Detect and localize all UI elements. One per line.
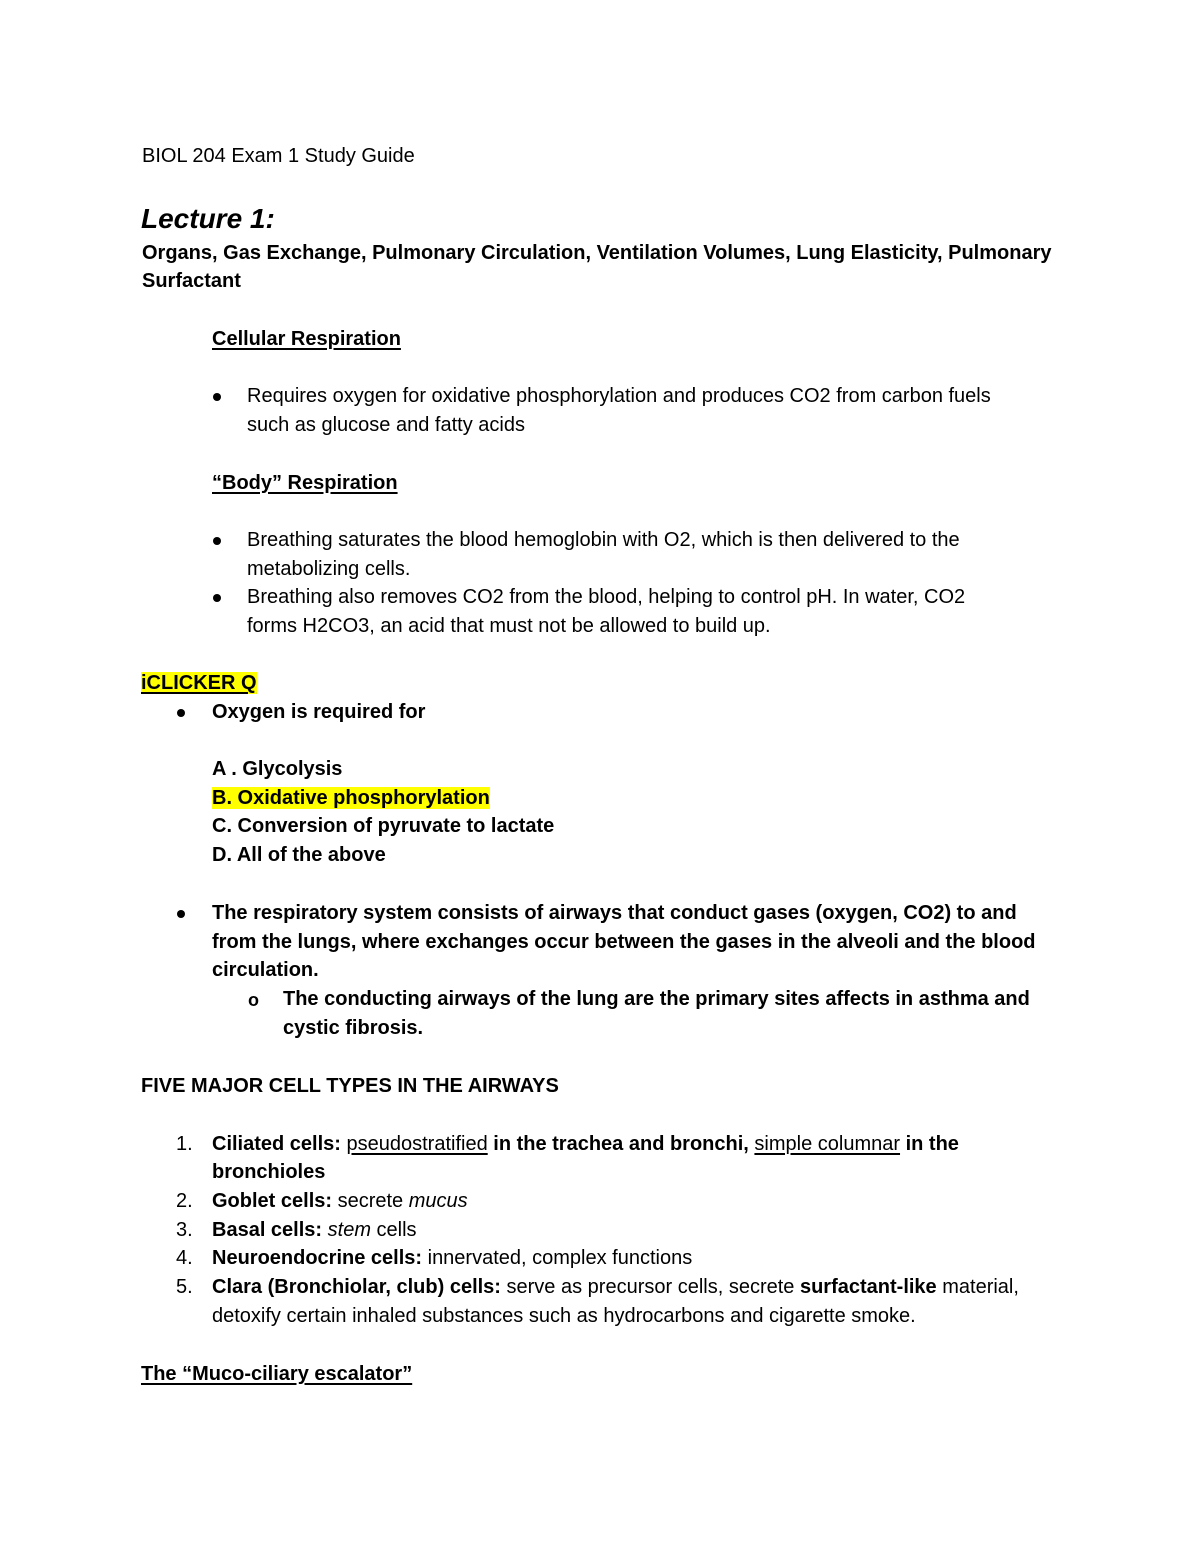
conducting-airways-line-2: cystic fibrosis.	[283, 1017, 424, 1039]
cell-type-2-label: Goblet cells:	[212, 1190, 333, 1212]
cell-type-2-text: secrete	[332, 1190, 409, 1212]
cell-type-1-text-b: in the	[900, 1133, 959, 1155]
cell-type-3-text: cells	[370, 1219, 417, 1241]
conducting-airways-line-1: The conducting airways of the lung are the primary sites affects in asthma and	[283, 988, 1030, 1010]
list-number: 3.	[176, 1219, 193, 1241]
lecture-topics-line-2: Surfactant	[142, 270, 241, 292]
escalator-heading: The “Muco-ciliary escalator”	[141, 1363, 413, 1385]
iclicker-option-c: C. Conversion of pyruvate to lactate	[212, 815, 555, 837]
bullet-icon	[213, 537, 221, 545]
iclicker-option-d: D. All of the above	[212, 844, 386, 866]
cell-type-5-text-b: material,	[936, 1276, 1019, 1298]
cell-type-4	[212, 1244, 692, 1272]
lecture-heading: Lecture 1:	[141, 203, 275, 234]
cell-type-5-line-2: detoxify certain inhaled substances such as hydrocarbons and cigarette smoke.	[212, 1305, 916, 1327]
cellular-respiration-heading: Cellular Respiration	[212, 328, 401, 350]
cell-type-1-text-a: in the trachea and bronchi,	[487, 1133, 755, 1155]
cell-type-4-label: Neuroendocrine cells:	[212, 1247, 423, 1269]
lecture-topics-line-1: Organs, Gas Exchange, Pulmonary Circulation, Ventilation Volumes, Lung Elasticity, Pulmonary	[142, 242, 1052, 264]
cell-types-heading: FIVE MAJOR CELL TYPES IN THE AIRWAYS	[141, 1075, 559, 1097]
cell-type-2	[212, 1187, 468, 1215]
respiratory-system-line-1: The respiratory system consists of airways that conduct gases (oxygen, CO2) to and	[212, 902, 1017, 924]
list-number: 5.	[176, 1276, 193, 1298]
cell-type-1-line-1	[212, 1130, 959, 1158]
list-number: 1.	[176, 1133, 193, 1155]
cell-type-5-line-1	[212, 1273, 1019, 1301]
cell-type-3	[212, 1216, 417, 1244]
body-bullet-1-line-2: metabolizing cells.	[247, 558, 411, 580]
bullet-icon	[213, 393, 221, 401]
iclicker-heading-text: iCLICKER Q	[141, 672, 257, 694]
term-simple-columnar: simple columnar	[754, 1133, 901, 1155]
cell-type-4-text: innervated, complex functions	[422, 1247, 693, 1269]
list-number: 2.	[176, 1190, 193, 1212]
cellular-bullet-line-2: such as glucose and fatty acids	[247, 414, 525, 436]
iclicker-option-b-text: B. Oxidative phosphorylation	[212, 787, 490, 809]
term-mucus: mucus	[408, 1190, 468, 1212]
cell-type-1-line-2: bronchioles	[212, 1161, 326, 1183]
cell-type-1-label: Ciliated cells:	[212, 1133, 341, 1155]
iclicker-option-b	[212, 784, 490, 812]
term-stem: stem	[327, 1219, 371, 1241]
iclicker-question: Oxygen is required for	[212, 701, 426, 723]
cell-type-5-text-a: serve as precursor cells, secrete	[500, 1276, 800, 1298]
body-bullet-1-line-1: Breathing saturates the blood hemoglobin with O2, which is then delivered to the	[247, 529, 960, 551]
body-respiration-heading: “Body” Respiration	[212, 472, 398, 494]
term-surfactant-like: surfactant-like	[799, 1276, 937, 1298]
cellular-bullet-line-1: Requires oxygen for oxidative phosphorylation and produces CO2 from carbon fuels	[247, 385, 991, 407]
sub-bullet-marker: o	[248, 990, 259, 1010]
iclicker-heading	[141, 669, 257, 697]
bullet-icon	[177, 709, 185, 717]
body-bullet-2-line-2: forms H2CO3, an acid that must not be allowed to build up.	[247, 615, 771, 637]
list-number: 4.	[176, 1247, 193, 1269]
respiratory-system-line-3: circulation.	[212, 959, 319, 981]
iclicker-option-a: A . Glycolysis	[212, 758, 343, 780]
cell-type-3-label: Basal cells:	[212, 1219, 323, 1241]
respiratory-system-line-2: from the lungs, where exchanges occur between the gases in the alveoli and the blood	[212, 931, 1036, 953]
document-title: BIOL 204 Exam 1 Study Guide	[142, 145, 415, 167]
body-bullet-2-line-1: Breathing also removes CO2 from the blood, helping to control pH. In water, CO2	[247, 586, 966, 608]
cell-type-5-label: Clara (Bronchiolar, club) cells:	[212, 1276, 501, 1298]
bullet-icon	[177, 910, 185, 918]
term-pseudostratified: pseudostratified	[346, 1133, 488, 1155]
bullet-icon	[213, 594, 221, 602]
